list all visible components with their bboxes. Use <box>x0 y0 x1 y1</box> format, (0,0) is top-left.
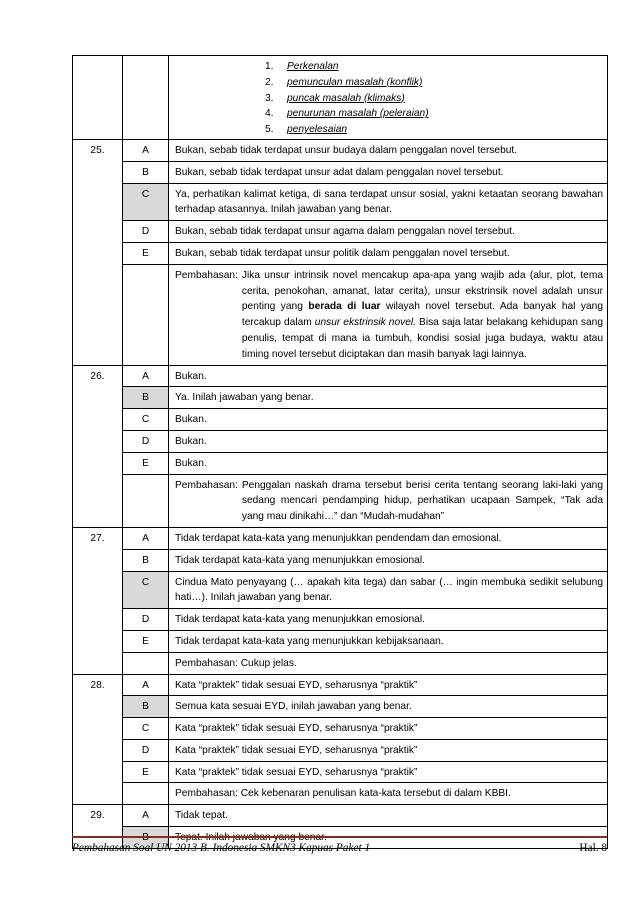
table-row <box>73 387 608 409</box>
question-number: 28. <box>73 674 123 805</box>
option-text: Semua kata sesuai EYD, inilah jawaban yang benar. <box>169 696 608 718</box>
correct-option-letter: B <box>123 827 169 849</box>
option-text: Kata “praktek” tidak sesuai EYD, seharusnya “praktik” <box>169 718 608 740</box>
table-row <box>73 183 608 221</box>
table-row <box>73 674 608 696</box>
option-text: Bukan, sebab tidak terdapat unsur agama dalam penggalan novel tersebut. <box>169 221 608 243</box>
table-row <box>73 609 608 631</box>
table-row <box>73 549 608 571</box>
table-row <box>73 242 608 264</box>
option-letter: C <box>123 718 169 740</box>
plot-phase-list <box>175 59 603 138</box>
option-text: Tepat. Inilah jawaban yang benar. <box>169 827 608 849</box>
option-text: Kata “praktek” tidak sesuai EYD, seharusnya “praktik” <box>169 674 608 696</box>
option-text: Bukan. <box>169 365 608 387</box>
table-row <box>73 805 608 827</box>
list-item: 2. pemunculan masalah (konflik) <box>265 76 423 88</box>
option-text: Kata “praktek” tidak sesuai EYD, seharusnya “praktik” <box>169 739 608 761</box>
option-letter: A <box>123 139 169 161</box>
table-row <box>73 527 608 549</box>
option-letter: E <box>123 242 169 264</box>
footer-title: Pembahasan Soal UN 2013 B. Indonesia SMKN3 Kapuas Paket 1 <box>72 842 371 854</box>
option-letter: D <box>123 739 169 761</box>
option-text: Bukan. <box>169 409 608 431</box>
option-letter: B <box>123 161 169 183</box>
table-row <box>73 783 608 805</box>
table-row <box>73 630 608 652</box>
option-text: Bukan, sebab tidak terdapat unsur politik dalam penggalan novel tersebut. <box>169 242 608 264</box>
table-row <box>73 139 608 161</box>
list-item: 3. puncak masalah (klimaks) <box>265 92 405 104</box>
option-letter: D <box>123 430 169 452</box>
correct-option-letter: B <box>123 696 169 718</box>
option-letter: E <box>123 761 169 783</box>
option-text: Bukan. <box>169 430 608 452</box>
explanation: Pembahasan: Cek kebenaran penulisan kata-kata tersebut di dalam KBBI. <box>169 783 608 805</box>
table-row <box>73 718 608 740</box>
option-text: Ya, perhatikan kalimat ketiga, di sana terdapat unsur sosial, yakni ketaatan seorang bawahan terhadap atasannya. Inilah jawaban yang benar. <box>169 183 608 221</box>
list-item: 1. Perkenalan <box>265 61 339 72</box>
correct-option-letter: B <box>123 387 169 409</box>
table-row <box>73 652 608 674</box>
question-number: 29. <box>73 805 123 849</box>
table-row <box>73 739 608 761</box>
option-text: Cindua Mato penyayang (… apakah kita tega) dan sabar (… ingin membuka sedikit selubung hati…). Inilah jawaban yang benar. <box>169 571 608 609</box>
option-text: Bukan, sebab tidak terdapat unsur adat dalam penggalan novel tersebut. <box>169 161 608 183</box>
option-text: Bukan. <box>169 452 608 474</box>
explanation: Pembahasan: Cukup jelas. <box>169 652 608 674</box>
table-row <box>73 264 608 365</box>
table-row <box>73 571 608 609</box>
answer-key-table <box>72 55 608 849</box>
option-text: Kata “praktek” tidak sesuai EYD, seharusnya “praktik” <box>169 761 608 783</box>
option-letter: D <box>123 609 169 631</box>
table-row <box>73 430 608 452</box>
explanation-label: Pembahasan: <box>175 479 238 491</box>
table-row <box>73 365 608 387</box>
option-text: Tidak terdapat kata-kata yang menunjukkan kebijaksanaan. <box>169 630 608 652</box>
table-row <box>73 56 608 140</box>
question-number: 26. <box>73 365 123 527</box>
table-row <box>73 452 608 474</box>
correct-option-letter: C <box>123 183 169 221</box>
correct-option-letter: C <box>123 571 169 609</box>
option-text: Bukan, sebab tidak terdapat unsur budaya dalam penggalan novel tersebut. <box>169 139 608 161</box>
question-number: 25. <box>73 139 123 365</box>
explanation-label: Pembahasan: <box>175 269 238 281</box>
option-text: Tidak tepat. <box>169 805 608 827</box>
table-row <box>73 474 608 527</box>
explanation: Pembahasan: Jika unsur intrinsik novel mencakup apa-apa yang wajib ada (alur, plot, tema cerita, penokohan, amanat, latar cerita), unsur ekstrinsik novel adalah unsur penting yang berada di luar wilayah novel tersebut. Ada banyak hal yang tercakup dalam unsur ekstrinsik novel. Bisa saja latar belakang kehidupan sang penulis, tempat di mana ia tumbuh, kondisi sosial juga budaya, waktu atau timing novel tersebut diciptakan dan masih banyak lagi lainnya. <box>169 264 608 365</box>
table-row <box>73 761 608 783</box>
option-letter: C <box>123 409 169 431</box>
option-text: Tidak terdapat kata-kata yang menunjukkan pendendam dan emosional. <box>169 527 608 549</box>
table-row <box>73 409 608 431</box>
page-footer <box>72 836 607 854</box>
page-number: Hal. 8 <box>579 842 607 854</box>
option-letter: A <box>123 805 169 827</box>
option-letter: A <box>123 365 169 387</box>
option-letter: E <box>123 630 169 652</box>
table-row <box>73 696 608 718</box>
question-number: 27. <box>73 527 123 674</box>
option-letter: D <box>123 221 169 243</box>
option-letter: A <box>123 527 169 549</box>
option-text: Tidak terdapat kata-kata yang menunjukkan emosional. <box>169 609 608 631</box>
table-row <box>73 161 608 183</box>
explanation: Pembahasan: Penggalan naskah drama tersebut berisi cerita tentang seorang laki-laki yang sedang mencari pendamping hidup, perhatikan ucapaan Sampek, “Tak ada yang mau dinikahi…” dan “Mudah-mudahan” <box>169 474 608 527</box>
option-letter: B <box>123 549 169 571</box>
option-text: Tidak terdapat kata-kata yang menunjukkan emosional. <box>169 549 608 571</box>
list-item: 5. penyelesaian <box>265 124 348 136</box>
list-item: 4. penurunan masalah (peleraian) <box>265 108 429 120</box>
option-letter: E <box>123 452 169 474</box>
option-text: Ya. Inilah jawaban yang benar. <box>169 387 608 409</box>
option-letter: A <box>123 674 169 696</box>
table-row <box>73 221 608 243</box>
